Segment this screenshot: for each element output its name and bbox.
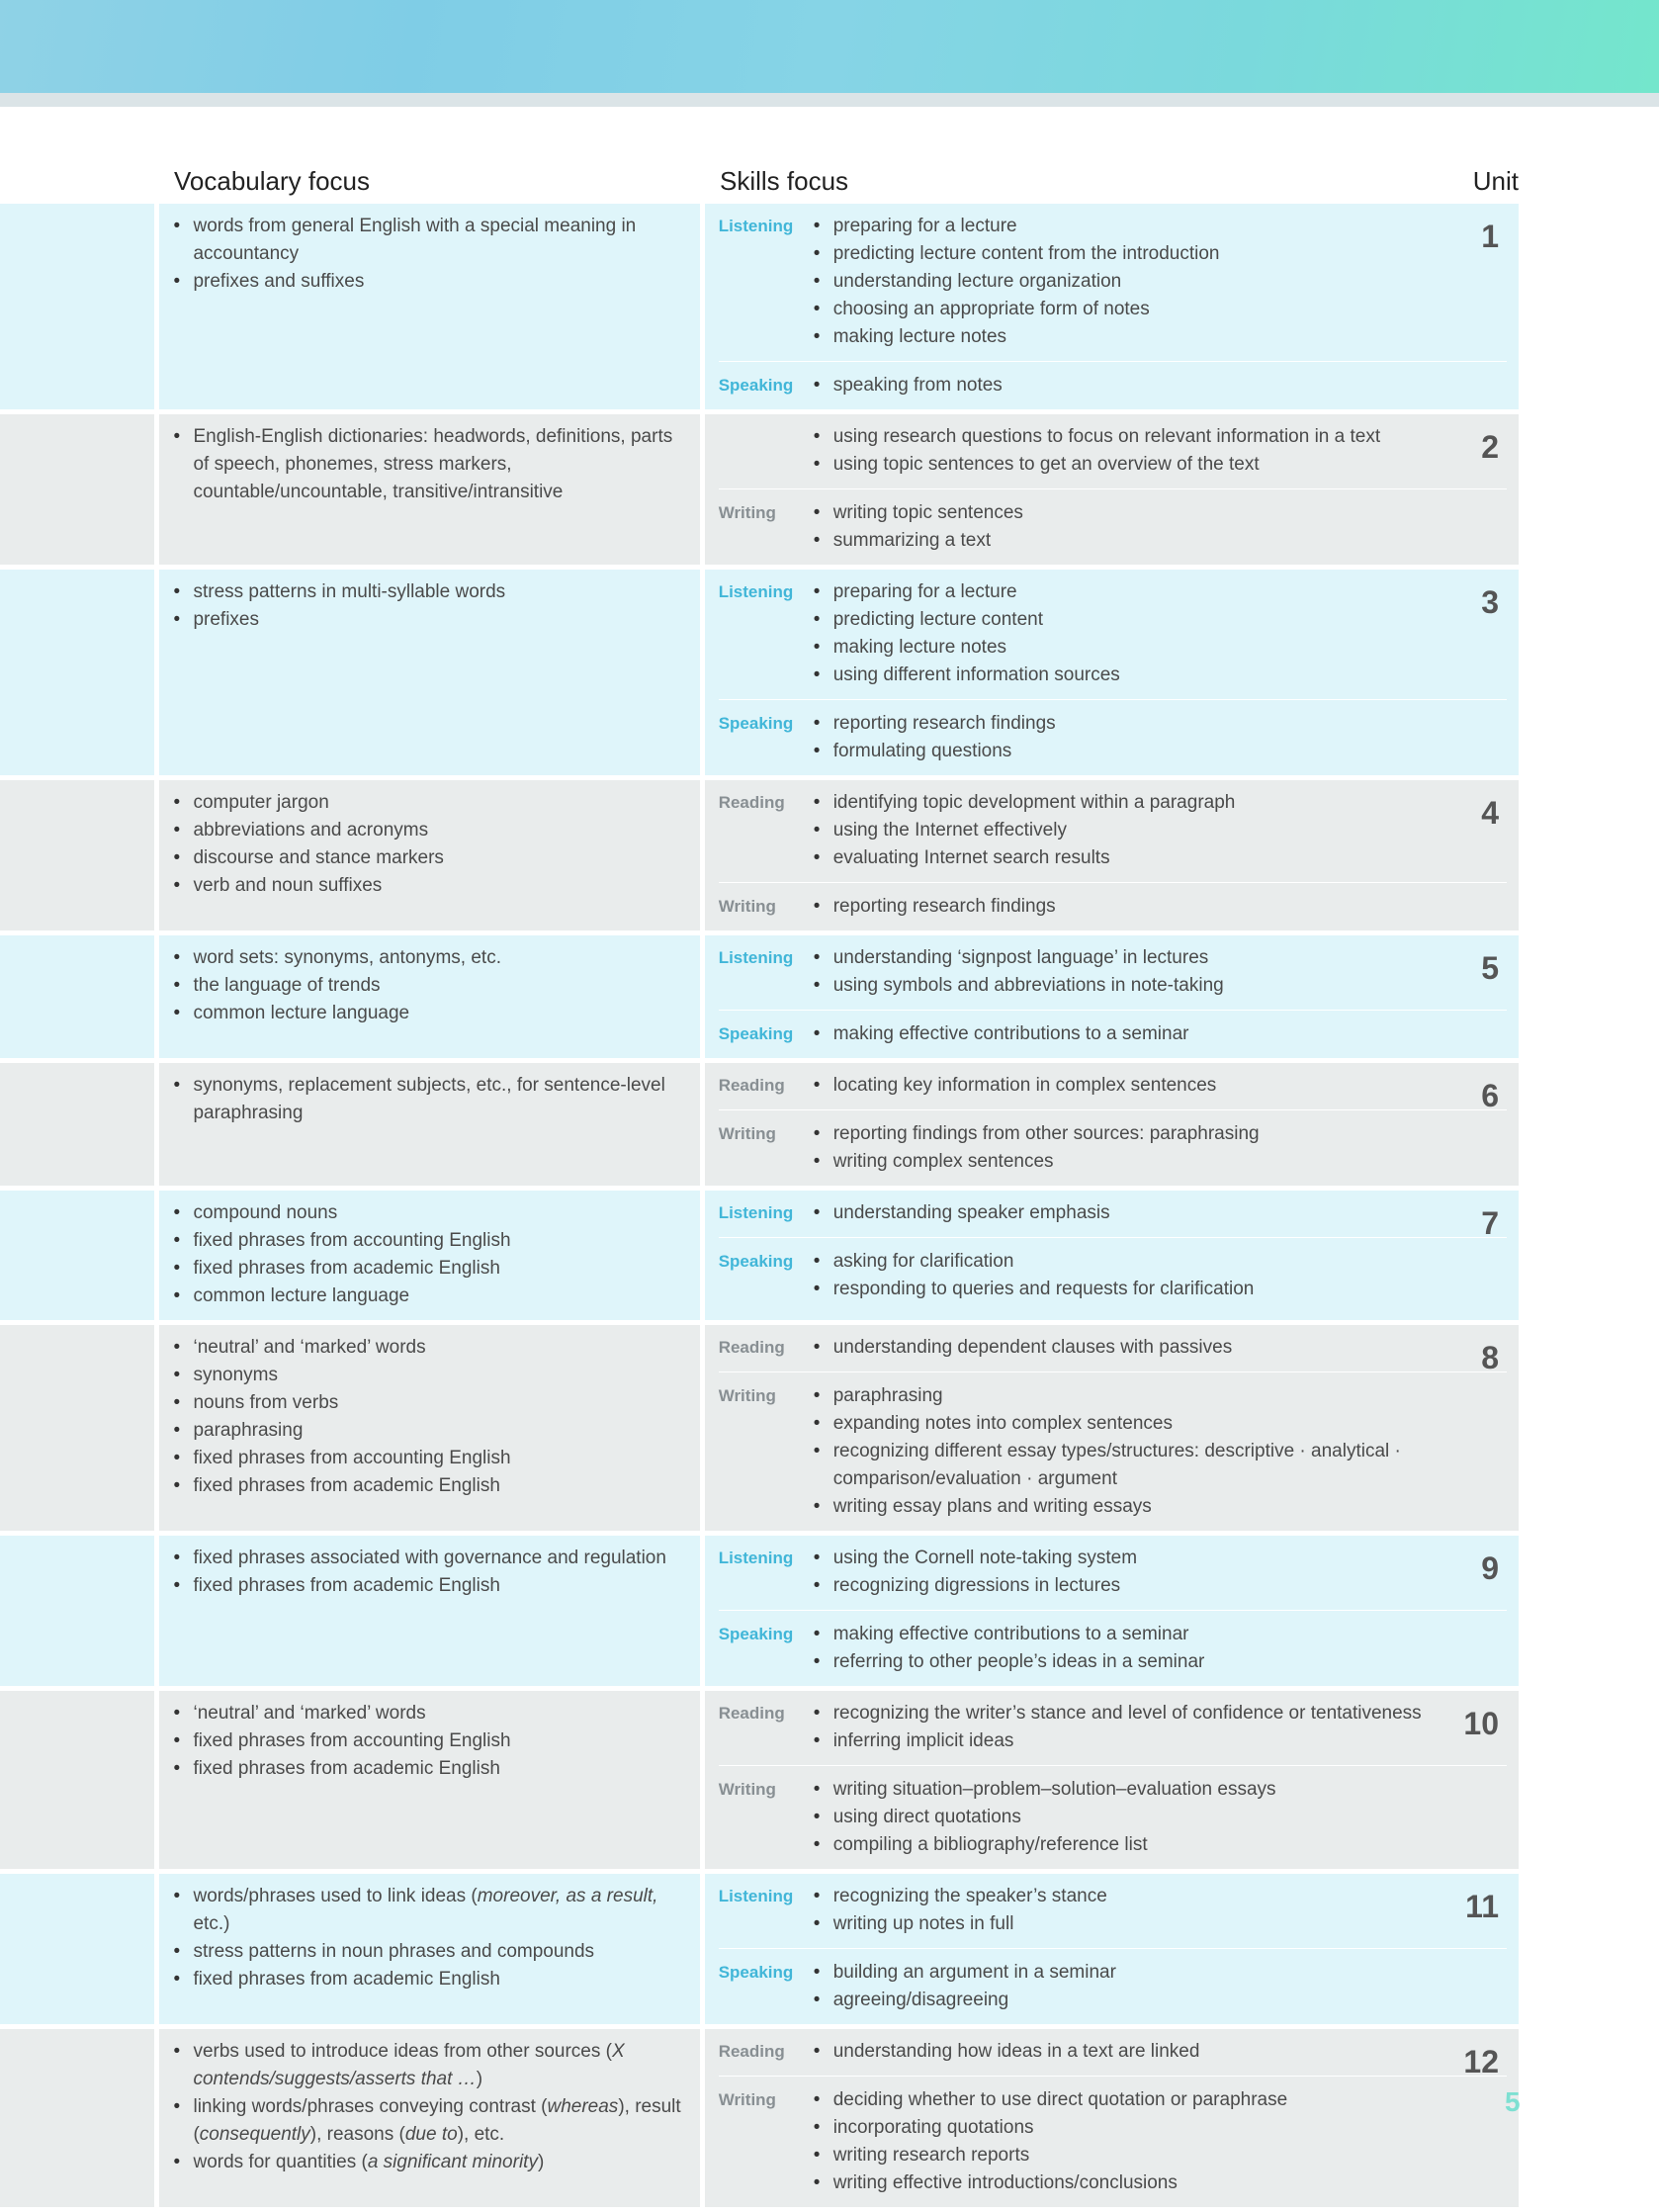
skill-list	[814, 1020, 1507, 1048]
vocabulary-item: • abbreviations and acronyms	[173, 817, 687, 844]
row-margin	[0, 1325, 154, 1531]
vocabulary-cell	[159, 1536, 699, 1686]
skill-group	[719, 1610, 1507, 1676]
skill-item: • making effective contributions to a seminar	[814, 1020, 1507, 1048]
skill-item: • writing situation–problem–solution–evaluation essays	[814, 1776, 1507, 1804]
skill-group	[719, 2038, 1507, 2066]
skill-list	[814, 2086, 1507, 2197]
table-row	[0, 1691, 1519, 1869]
table-row	[0, 204, 1519, 409]
vocabulary-item: • fixed phrases associated with governance and regulation	[173, 1545, 687, 1572]
vocabulary-list	[173, 578, 687, 634]
skill-list	[814, 1959, 1507, 2014]
unit-number: 4	[1481, 795, 1499, 831]
skill-label: Listening	[718, 1887, 794, 1905]
skill-item: • using the Cornell note-taking system	[814, 1545, 1507, 1572]
skills-cell	[705, 935, 1519, 1058]
vocabulary-item: • nouns from verbs	[173, 1389, 687, 1417]
skill-item: • incorporating quotations	[814, 2114, 1507, 2142]
row-margin	[0, 1691, 154, 1869]
skill-label: Speaking	[718, 376, 794, 395]
skill-item: • agreeing/disagreeing	[814, 1987, 1507, 2014]
skill-item: • responding to queries and requests for clarification	[814, 1276, 1507, 1303]
skill-label: Speaking	[718, 1963, 794, 1982]
skills-cell	[705, 1191, 1519, 1320]
skill-item: • using the Internet effectively	[814, 817, 1507, 844]
skill-list	[814, 2038, 1507, 2066]
skill-group	[719, 2076, 1507, 2197]
skill-list	[814, 1883, 1507, 1938]
row-margin	[0, 1874, 154, 2024]
unit-number: 8	[1481, 1340, 1499, 1375]
skills-focus-header: Skills focus	[720, 166, 849, 196]
vocabulary-item: • computer jargon	[173, 789, 687, 817]
skill-group	[719, 1199, 1507, 1227]
vocabulary-item: • synonyms, replacement subjects, etc., for sentence-level paraphrasing	[173, 1072, 687, 1127]
skill-list	[814, 789, 1507, 872]
vocabulary-item: • English-English dictionaries: headwords, definitions, parts of speech, phonemes, stress markers, countable/uncountable, transitive/intransitive	[173, 423, 687, 506]
skill-list	[814, 1334, 1507, 1362]
vocabulary-item: • words/phrases used to link ideas (moreover, as a result, etc.)	[173, 1883, 687, 1938]
skill-item: • writing topic sentences	[814, 499, 1507, 527]
skill-group	[719, 944, 1507, 1000]
table-row	[0, 1874, 1519, 2024]
skills-cell	[705, 780, 1519, 930]
skills-cell	[705, 1325, 1519, 1531]
skill-label: Reading	[718, 1076, 785, 1095]
header-banner	[0, 0, 1659, 93]
table-row	[0, 1191, 1519, 1320]
skill-label: Reading	[718, 1704, 785, 1723]
skill-list	[814, 1120, 1507, 1176]
skill-item: • speaking from notes	[814, 372, 1507, 399]
skill-label: Writing	[718, 1780, 776, 1799]
skill-list	[814, 944, 1507, 1000]
vocabulary-item: • words for quantities (a significant minority)	[173, 2149, 687, 2176]
skill-group	[719, 1545, 1507, 1600]
skill-item: • predicting lecture content	[814, 606, 1507, 634]
vocabulary-list	[173, 944, 687, 1027]
vocabulary-list	[173, 213, 687, 296]
skills-cell	[705, 414, 1519, 565]
vocabulary-focus-header: Vocabulary focus	[174, 166, 371, 196]
skill-item: • using different information sources	[814, 662, 1507, 689]
skill-item: • recognizing the speaker’s stance	[814, 1883, 1507, 1910]
skill-item: • locating key information in complex sentences	[814, 1072, 1507, 1100]
skill-group	[719, 213, 1507, 351]
table-row	[0, 1536, 1519, 1686]
skill-list	[814, 423, 1507, 479]
skill-group	[719, 1109, 1507, 1176]
row-margin	[0, 2029, 154, 2207]
vocabulary-item: • linking words/phrases conveying contrast (whereas), result (consequently), reasons (due to), etc.	[173, 2093, 687, 2149]
skill-list	[814, 1248, 1507, 1303]
unit-number: 11	[1465, 1889, 1499, 1924]
skills-cell	[705, 570, 1519, 775]
skill-item: • recognizing digressions in lectures	[814, 1572, 1507, 1600]
skill-item: • deciding whether to use direct quotation or paraphrase	[814, 2086, 1507, 2114]
skill-item: • compiling a bibliography/reference list	[814, 1831, 1507, 1859]
vocabulary-cell	[159, 204, 699, 409]
vocabulary-item: • compound nouns	[173, 1199, 687, 1227]
vocabulary-item: • stress patterns in noun phrases and compounds	[173, 1938, 687, 1966]
table-row	[0, 414, 1519, 565]
unit-number: 12	[1463, 2044, 1499, 2079]
skill-label: Writing	[718, 1124, 776, 1143]
skill-group	[719, 1765, 1507, 1859]
unit-number: 1	[1481, 219, 1499, 254]
skill-list	[814, 893, 1507, 921]
skill-item: • using direct quotations	[814, 1804, 1507, 1831]
skill-item: • referring to other people’s ideas in a seminar	[814, 1648, 1507, 1676]
skill-group	[719, 361, 1507, 399]
vocabulary-item: • prefixes and suffixes	[173, 268, 687, 296]
skill-group	[719, 789, 1507, 872]
vocabulary-list	[173, 1199, 687, 1310]
skill-label: Writing	[718, 2090, 776, 2109]
skill-item: • evaluating Internet search results	[814, 844, 1507, 872]
skill-item: • making effective contributions to a seminar	[814, 1621, 1507, 1648]
table-row	[0, 780, 1519, 930]
skill-group	[719, 1883, 1507, 1938]
vocabulary-item: • words from general English with a special meaning in accountancy	[173, 213, 687, 268]
vocabulary-item: • verbs used to introduce ideas from other sources (X contends/suggests/asserts that …)	[173, 2038, 687, 2093]
skill-item: • paraphrasing	[814, 1382, 1507, 1410]
skill-item: • reporting research findings	[814, 893, 1507, 921]
vocabulary-item: • word sets: synonyms, antonyms, etc.	[173, 944, 687, 972]
skill-item: • choosing an appropriate form of notes	[814, 296, 1507, 323]
skill-item: • understanding dependent clauses with passives	[814, 1334, 1507, 1362]
skill-item: • predicting lecture content from the introduction	[814, 240, 1507, 268]
skills-cell	[705, 204, 1519, 409]
skills-cell	[705, 1063, 1519, 1186]
skill-list	[814, 1072, 1507, 1100]
vocabulary-cell	[159, 1325, 699, 1531]
table-row	[0, 1325, 1519, 1531]
skill-label: Writing	[718, 503, 776, 522]
row-margin	[0, 935, 154, 1058]
skill-group	[719, 1700, 1507, 1755]
skill-list	[814, 499, 1507, 555]
skill-group	[719, 1948, 1507, 2014]
vocabulary-item: • fixed phrases from academic English	[173, 1755, 687, 1783]
vocabulary-item: • stress patterns in multi-syllable words	[173, 578, 687, 606]
row-margin	[0, 780, 154, 930]
vocabulary-cell	[159, 780, 699, 930]
vocabulary-item: • prefixes	[173, 606, 687, 634]
unit-number: 10	[1463, 1706, 1499, 1741]
vocabulary-item: • fixed phrases from academic English	[173, 1966, 687, 1993]
skill-group	[719, 1334, 1507, 1362]
vocabulary-item: • discourse and stance markers	[173, 844, 687, 872]
skill-label: Reading	[718, 793, 785, 812]
vocabulary-item: • common lecture language	[173, 1000, 687, 1027]
skill-item: • expanding notes into complex sentences	[814, 1410, 1507, 1438]
skill-item: • making lecture notes	[814, 634, 1507, 662]
row-margin	[0, 1536, 154, 1686]
vocabulary-item: • fixed phrases from academic English	[173, 1472, 687, 1500]
vocabulary-item: • fixed phrases from accounting English	[173, 1727, 687, 1755]
skill-item: • reporting research findings	[814, 710, 1507, 738]
skill-label: Speaking	[718, 1024, 794, 1043]
unit-number: 7	[1481, 1205, 1499, 1241]
skill-label: Listening	[718, 1203, 794, 1222]
skill-item: • summarizing a text	[814, 527, 1507, 555]
vocabulary-cell	[159, 1874, 699, 2024]
vocabulary-item: • fixed phrases from academic English	[173, 1572, 687, 1600]
skill-list	[814, 710, 1507, 765]
skill-list	[814, 1776, 1507, 1859]
vocabulary-cell	[159, 935, 699, 1058]
vocabulary-list	[173, 1072, 687, 1127]
skill-item: • identifying topic development within a paragraph	[814, 789, 1507, 817]
unit-number: 9	[1481, 1550, 1499, 1586]
table-row	[0, 935, 1519, 1058]
skill-group	[719, 488, 1507, 555]
vocabulary-item: • ‘neutral’ and ‘marked’ words	[173, 1334, 687, 1362]
table-row	[0, 1063, 1519, 1186]
vocabulary-item: • the language of trends	[173, 972, 687, 1000]
skill-label: Writing	[718, 1386, 776, 1405]
skill-item: • preparing for a lecture	[814, 213, 1507, 240]
skill-item: • recognizing the writer’s stance and level of confidence or tentativeness	[814, 1700, 1507, 1727]
unit-number: 5	[1481, 950, 1499, 986]
table-row	[0, 2029, 1519, 2207]
contents-table	[0, 204, 1519, 2212]
unit-number: 3	[1481, 584, 1499, 620]
skill-label: Reading	[718, 2042, 785, 2061]
skill-list	[814, 1382, 1507, 1521]
skill-label: Listening	[718, 948, 794, 967]
vocabulary-item: • fixed phrases from accounting English	[173, 1445, 687, 1472]
skill-label: Listening	[718, 217, 794, 235]
skill-list	[814, 1621, 1507, 1676]
vocabulary-list	[173, 1883, 687, 1993]
skill-group	[719, 1237, 1507, 1303]
vocabulary-list	[173, 1334, 687, 1500]
skill-label: Listening	[718, 1548, 794, 1567]
row-margin	[0, 1191, 154, 1320]
unit-header: Unit	[1472, 166, 1519, 196]
skill-label: Reading	[718, 1338, 785, 1357]
vocabulary-cell	[159, 2029, 699, 2207]
skill-label: Speaking	[718, 1252, 794, 1271]
skill-item: • building an argument in a seminar	[814, 1959, 1507, 1987]
row-margin	[0, 1063, 154, 1186]
skill-item: • recognizing different essay types/structures: descriptive · analytical · comparison/evaluation · argument	[814, 1438, 1507, 1493]
skill-item: • writing research reports	[814, 2142, 1507, 2169]
skills-cell	[705, 1536, 1519, 1686]
skill-group	[719, 1010, 1507, 1048]
vocabulary-list	[173, 423, 687, 506]
skill-label: Writing	[718, 897, 776, 916]
vocabulary-list	[173, 2038, 687, 2176]
row-margin	[0, 204, 154, 409]
vocabulary-cell	[159, 1063, 699, 1186]
skill-item: • understanding ‘signpost language’ in lectures	[814, 944, 1507, 972]
skill-item: • using research questions to focus on relevant information in a text	[814, 423, 1507, 451]
skill-label: Speaking	[718, 1625, 794, 1643]
banner-divider	[0, 93, 1659, 107]
vocabulary-cell	[159, 414, 699, 565]
vocabulary-cell	[159, 1691, 699, 1869]
skill-list	[814, 1700, 1507, 1755]
skill-group	[719, 699, 1507, 765]
vocabulary-list	[173, 1700, 687, 1783]
skills-cell	[705, 1691, 1519, 1869]
skill-item: • understanding speaker emphasis	[814, 1199, 1507, 1227]
vocabulary-item: • fixed phrases from academic English	[173, 1255, 687, 1283]
skill-group	[719, 882, 1507, 921]
unit-number: 6	[1481, 1078, 1499, 1113]
skill-list	[814, 578, 1507, 689]
vocabulary-item: • paraphrasing	[173, 1417, 687, 1445]
skill-label: Speaking	[718, 714, 794, 733]
skill-group	[719, 578, 1507, 689]
unit-number: 2	[1481, 429, 1499, 465]
row-margin	[0, 570, 154, 775]
skills-cell	[705, 2029, 1519, 2207]
skill-item: • writing complex sentences	[814, 1148, 1507, 1176]
vocabulary-item: • verb and noun suffixes	[173, 872, 687, 900]
skill-item: • using symbols and abbreviations in note-taking	[814, 972, 1507, 1000]
vocabulary-item: • synonyms	[173, 1362, 687, 1389]
skill-group	[719, 1072, 1507, 1100]
vocabulary-cell	[159, 570, 699, 775]
vocabulary-item: • fixed phrases from accounting English	[173, 1227, 687, 1255]
page-number: 5	[1505, 2086, 1521, 2117]
skill-label	[719, 423, 814, 479]
skill-item: • making lecture notes	[814, 323, 1507, 351]
row-margin	[0, 414, 154, 565]
skill-item: • understanding how ideas in a text are linked	[814, 2038, 1507, 2066]
vocabulary-list	[173, 789, 687, 900]
skill-item: • writing effective introductions/conclusions	[814, 2169, 1507, 2197]
vocabulary-item: • ‘neutral’ and ‘marked’ words	[173, 1700, 687, 1727]
skill-label: Listening	[718, 582, 794, 601]
skill-item: • preparing for a lecture	[814, 578, 1507, 606]
vocabulary-list	[173, 1545, 687, 1600]
skill-item: • reporting findings from other sources: paraphrasing	[814, 1120, 1507, 1148]
skill-item: • asking for clarification	[814, 1248, 1507, 1276]
skill-item: • understanding lecture organization	[814, 268, 1507, 296]
skills-cell	[705, 1874, 1519, 2024]
skill-list	[814, 213, 1507, 351]
skill-item: • formulating questions	[814, 738, 1507, 765]
table-row	[0, 570, 1519, 775]
skill-list	[814, 1545, 1507, 1600]
skill-item: • writing up notes in full	[814, 1910, 1507, 1938]
skill-group	[719, 1371, 1507, 1521]
vocabulary-cell	[159, 1191, 699, 1320]
vocabulary-item: • common lecture language	[173, 1283, 687, 1310]
skill-list	[814, 372, 1507, 399]
skill-list	[814, 1199, 1507, 1227]
skill-item: • using topic sentences to get an overview of the text	[814, 451, 1507, 479]
skill-group	[719, 423, 1507, 479]
skill-item: • writing essay plans and writing essays	[814, 1493, 1507, 1521]
skill-item: • inferring implicit ideas	[814, 1727, 1507, 1755]
